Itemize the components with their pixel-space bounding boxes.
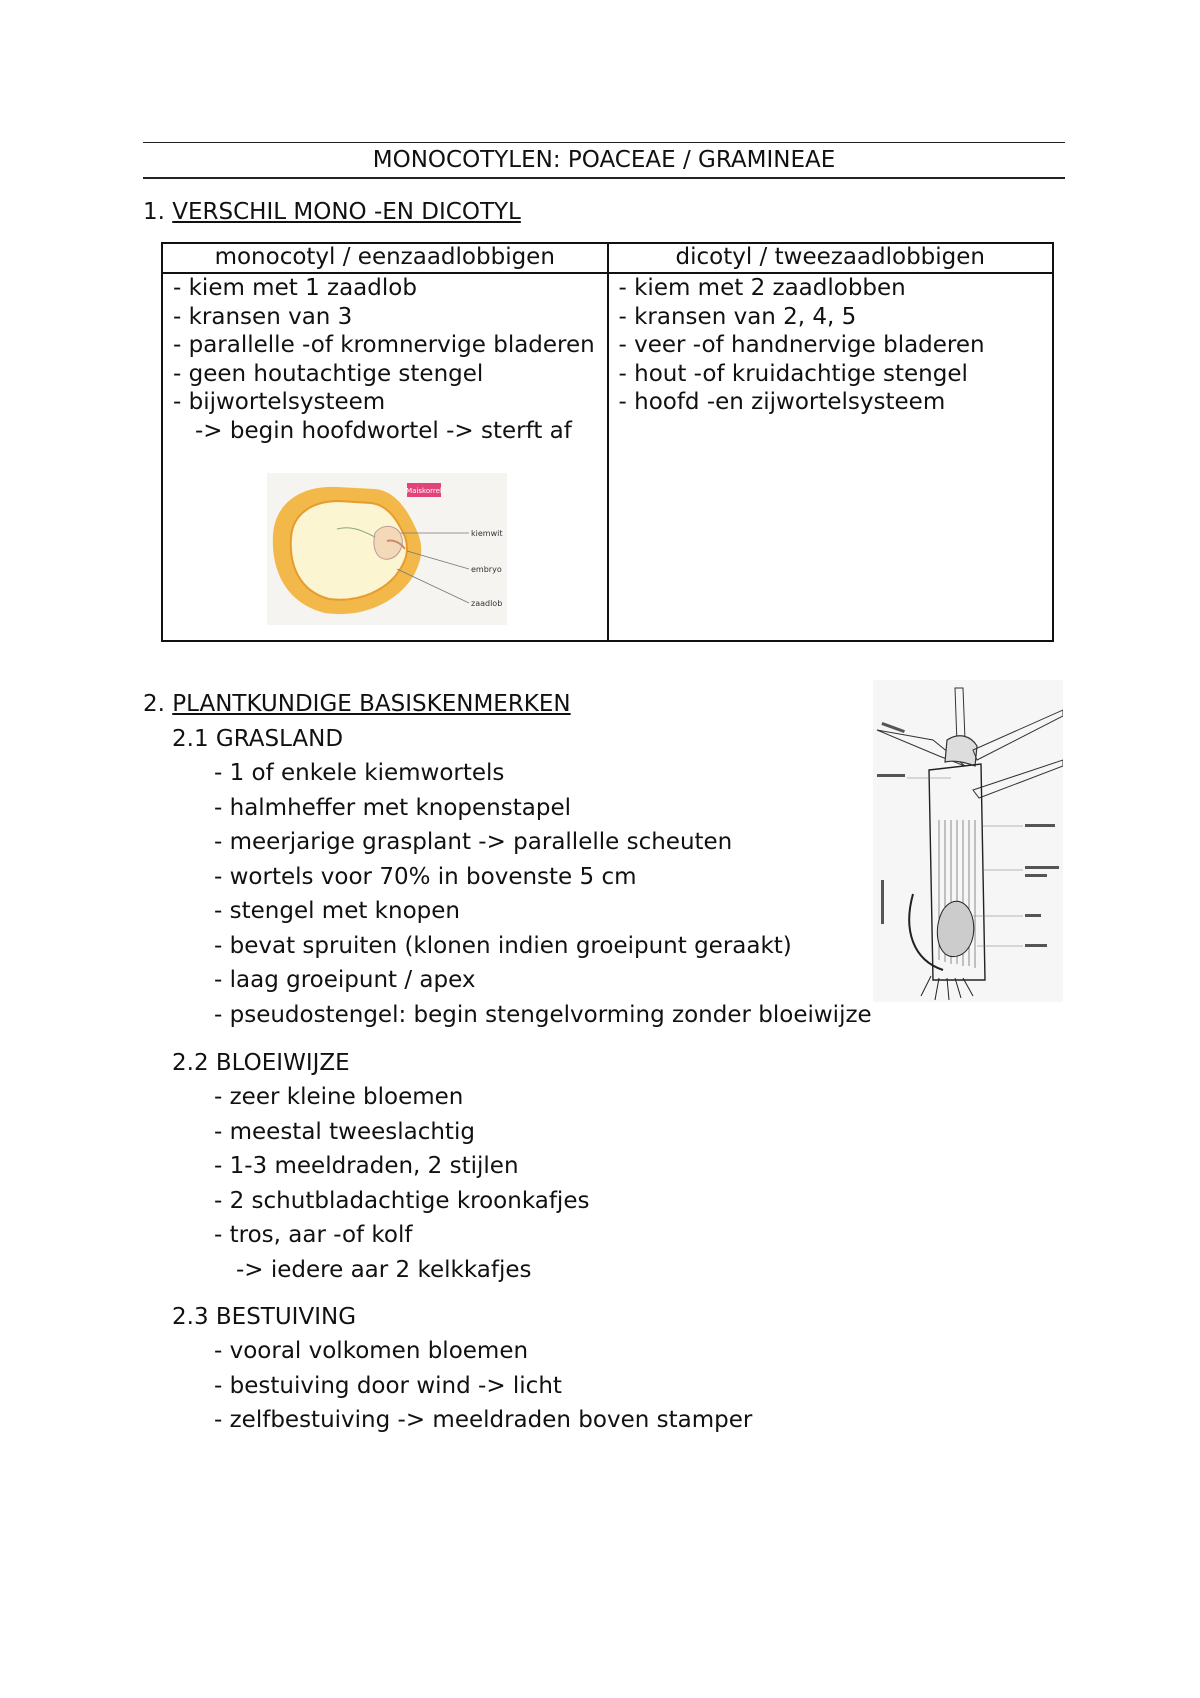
comparison-table (161, 242, 1054, 642)
section-1-heading (143, 197, 521, 227)
list-subitem: -> begin hoofdwortel -> sterft af (195, 417, 572, 444)
dicot-list (619, 274, 1053, 417)
list-subitem: -> iedere aar 2 kelkkafjes (236, 1256, 532, 1283)
list-item: - bestuiving door wind -> licht (214, 1372, 562, 1399)
list-item: - vooral volkomen bloemen (214, 1338, 529, 1364)
list-item: - halmheffer met knopenstapel (214, 794, 571, 821)
list-item: - laag groeipunt / apex (214, 967, 476, 993)
figure-badge: Maiskorrel (406, 487, 442, 495)
section-2-title: PLANTKUNDIGE BASISKENMERKEN (172, 691, 571, 717)
list-item: - meerjarige grasplant -> parallelle scheuten (214, 829, 733, 855)
subsection-title: 2.3 BESTUIVING (172, 1304, 357, 1330)
mono-list (173, 274, 607, 445)
mono-header: monocotyl / eenzaadlobbigen (162, 243, 608, 273)
list-item: - stengel met knopen (214, 898, 460, 924)
section-1-title: VERSCHIL MONO -EN DICOTYL (172, 199, 521, 225)
maize-kernel-figure (267, 473, 507, 625)
list-item: - kransen van 3 (173, 303, 353, 330)
dicot-cell (608, 273, 1054, 641)
list-item: - veer -of handnervige bladeren (618, 332, 985, 358)
subsection-title: 2.2 BLOEIWIJZE (172, 1050, 350, 1076)
subsection-grasland (172, 722, 872, 1032)
list-item: - 2 schutbladachtige kroonkafjes (214, 1187, 590, 1214)
subsection-title: 2.1 GRASLAND (172, 726, 344, 752)
dicot-header: dicotyl / tweezaadlobbigen (608, 243, 1054, 273)
list-item: - hout -of kruidachtige stengel (618, 360, 968, 387)
list-item: - hoofd -en zijwortelsysteem (618, 389, 946, 415)
list-item: - meestal tweeslachtig (214, 1118, 475, 1145)
list-item: - bijwortelsysteem (173, 389, 386, 415)
section-2-heading (143, 689, 571, 719)
section-2-number: 2. (143, 691, 165, 717)
grasland-list (172, 756, 872, 1032)
section-1-number: 1. (143, 199, 165, 225)
list-item: - geen houtachtige stengel (173, 360, 484, 387)
bestuiving-list (172, 1334, 752, 1438)
list-item: - bevat spruiten (klonen indien groeipunt geraakt) (214, 932, 792, 959)
list-item: - pseudostengel: begin stengelvorming zonder bloeiwijze (214, 1001, 872, 1028)
label-embryo: embryo (471, 565, 502, 574)
mono-cell (162, 273, 608, 641)
page-title: MONOCOTYLEN: POACEAE / GRAMINEAE (143, 142, 1065, 179)
subsection-bloeiwijze (172, 1046, 589, 1287)
bloeiwijze-list (172, 1080, 589, 1287)
subsection-bestuiving (172, 1300, 752, 1438)
label-kiemwit: kiemwit (471, 529, 503, 538)
list-item: - 1 of enkele kiemwortels (214, 760, 505, 786)
list-item: - tros, aar -of kolf (214, 1222, 413, 1248)
list-item: - 1-3 meeldraden, 2 stijlen (214, 1153, 519, 1179)
list-item: - wortels voor 70% in bovenste 5 cm (214, 863, 637, 890)
list-item: - kiem met 1 zaadlob (173, 275, 417, 301)
label-zaadlob: zaadlob (471, 599, 503, 608)
list-item: - kransen van 2, 4, 5 (618, 303, 857, 330)
list-item: - kiem met 2 zaadlobben (618, 275, 906, 301)
grass-stem-illustration (873, 680, 1063, 1002)
list-item: - zelfbestuiving -> meeldraden boven stamper (214, 1407, 753, 1433)
list-item: - parallelle -of kromnervige bladeren (173, 332, 595, 358)
list-item: - zeer kleine bloemen (214, 1084, 464, 1110)
